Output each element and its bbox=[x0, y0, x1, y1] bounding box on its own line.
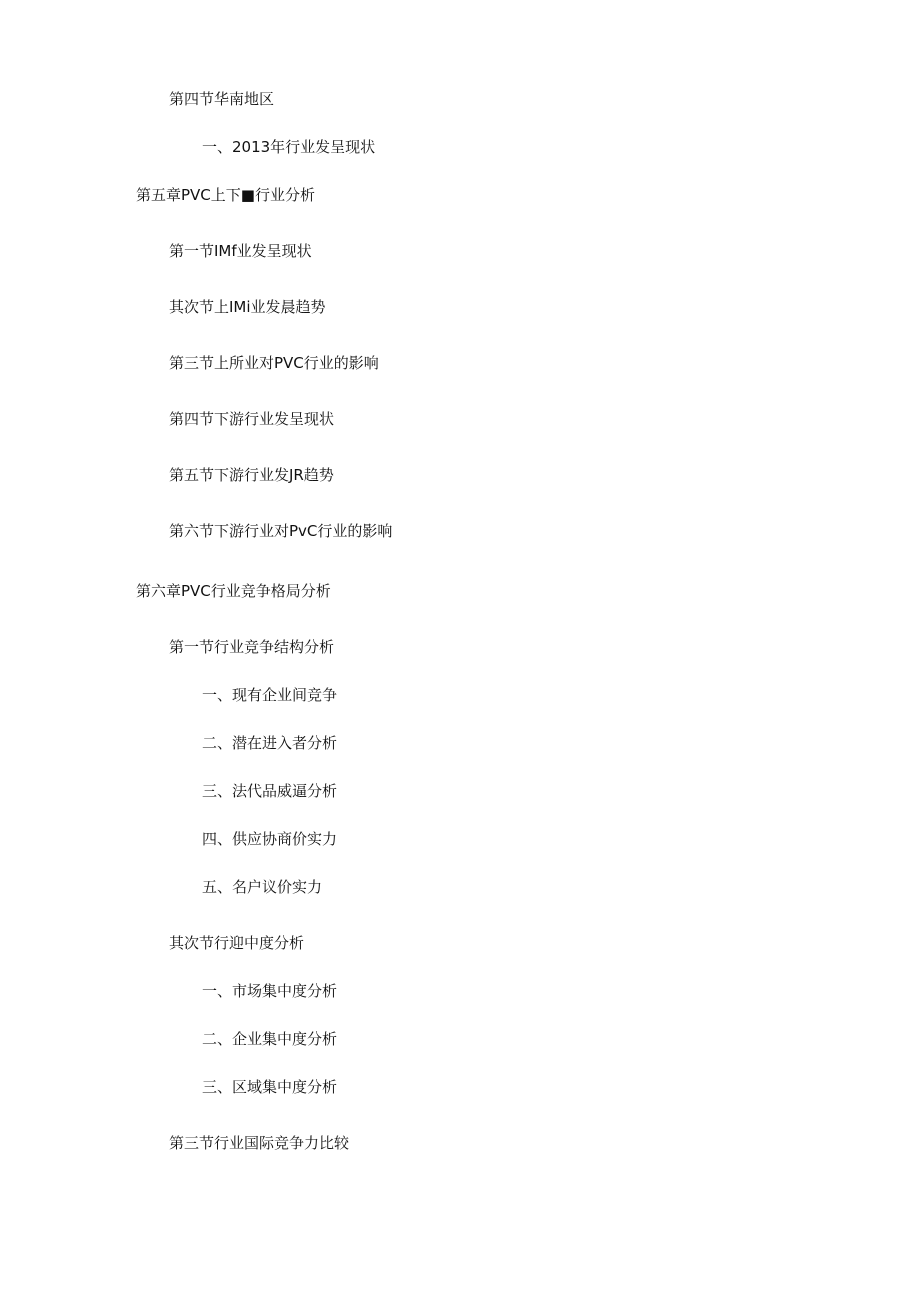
toc-section-line: 第六节下游行业对PvC行业的影响 bbox=[169, 522, 393, 540]
toc-section-line: 第三节行业国际竞争力比较 bbox=[169, 1134, 350, 1152]
toc-item-line: 五、名户议价实力 bbox=[202, 878, 323, 896]
toc-section-line: 第五节下游行业发JR趋势 bbox=[169, 466, 334, 484]
toc-section-line: 第四节下游行业发呈现状 bbox=[169, 410, 335, 428]
toc-section-line: 第一节IMf业发呈现状 bbox=[169, 242, 312, 260]
toc-item-line: 一、现有企业间竞争 bbox=[202, 686, 338, 704]
toc-section-line: 其次节上IMi业发晨趋势 bbox=[169, 298, 326, 316]
toc-item-line: 三、区域集中度分析 bbox=[202, 1078, 338, 1096]
toc-item-line: 一、2013年行业发呈现状 bbox=[202, 138, 376, 156]
toc-section-line: 第一节行业竞争结构分析 bbox=[169, 638, 335, 656]
toc-item-line: 二、企业集中度分析 bbox=[202, 1030, 338, 1048]
toc-section-line: 第三节上所业对PVC行业的影响 bbox=[169, 354, 379, 372]
toc-chapter-line: 第六章PVC行业竞争格局分析 bbox=[136, 582, 331, 600]
toc-item-line: 三、法代品威逼分析 bbox=[202, 782, 338, 800]
toc-section-line: 其次节行迎中度分析 bbox=[169, 934, 305, 952]
toc-chapter-line: 第五章PVC上下■行业分析 bbox=[136, 186, 315, 204]
toc-section-line: 第四节华南地区 bbox=[169, 90, 275, 108]
toc-item-line: 一、市场集中度分析 bbox=[202, 982, 338, 1000]
toc-item-line: 二、潜在进入者分析 bbox=[202, 734, 338, 752]
toc-item-line: 四、供应协商价实力 bbox=[202, 830, 338, 848]
